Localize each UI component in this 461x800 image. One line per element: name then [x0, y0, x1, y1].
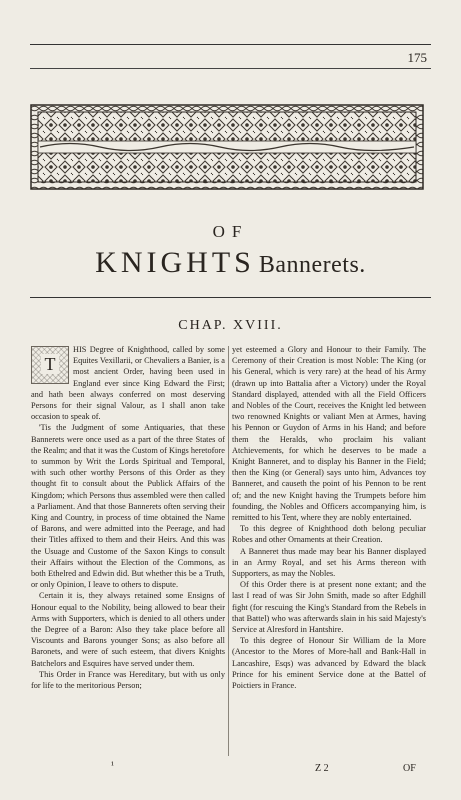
paragraph: To this degree of Knighthood doth belong peculiar Robes and other Ornaments at their Creation.: [232, 524, 426, 545]
title-rule: [30, 297, 431, 298]
left-column: [31, 344, 225, 691]
paragraph: T HIS Degree of Knighthood, called by some Equites Vexillarii, or Chevaliers a Banier, is a most ancient Order, having been used in England ever since King Edward the First; and hath been always conferred on most deserving Persons for their signal Valour, as I shall anon take occasion to speak of.: [31, 345, 225, 422]
paragraph: This Order in France was Hereditary, but with us only for life to the meritorious Person;: [31, 669, 225, 691]
title-prefix: OF: [212, 222, 249, 241]
title-rest: Bannerets.: [258, 252, 366, 278]
page-number: 175: [407, 50, 427, 65]
header-rule: [30, 68, 431, 69]
page-title: [0, 246, 461, 280]
paragraph: A Banneret thus made may bear his Banner displayed in an Army Royal, and set his Arms thereon with Supporters, as may the Nobles.: [232, 546, 426, 579]
headpiece-ornament: [30, 104, 424, 190]
top-rule: [30, 44, 431, 45]
paragraph: 'Tis the Judgment of some Antiquaries, that these Bannerets were once used as a part of the three States of the Realm; and that it was the Custom of Kings heretofore to summon by Writ the Lords Spiritual and Temporal, with such other worthy Persons of this Order as they thought fit to consult about the Publick Affairs of the Kingdom; which Persons thus assembled were then called a Parliament. And that those Bannerets often serving their King and Country, in process of time obtained the Name of Barons, and were admitted into the Peerage, and had their Titles affixed to them and their Heirs. And this was the Usuage and Custome of the Saxon Kings to consult their Affairs without the Election of the Commons, as both Ethelred and Edwin did. But whether this be a Truth, or only Opinion, I leave to others to dispute.: [31, 423, 225, 590]
footer-mark: ¹: [111, 760, 114, 771]
chapter-heading: CHAP. XVIII.: [178, 318, 283, 333]
signature-mark: Z 2: [315, 763, 329, 774]
title-caps: KNIGHTS: [95, 246, 255, 279]
paragraph: Certain it is, they always retained some Ensigns of Honour equal to the Nobility, being allowed to bear their Arms with Supporters, which is denied to all others under the Degree of a Baron: Also they take place before all Viscounts and Barons younger Sons; as also before all Baronets, and were of such esteem, that divers Knights Batchelors and Esquires have served under them.: [31, 591, 225, 668]
paragraph: To this degree of Honour Sir William de la More (Ancestor to the Mores of More-hall and Bank-Hall in Lancashire, Esqs) was advanced by Edward the black Prince for his eminent Service done at the Battel of Poictiers in France.: [232, 636, 426, 691]
column-divider: [228, 346, 229, 756]
drop-cap: T: [31, 346, 69, 384]
catchword: OF: [403, 763, 416, 774]
paragraph: yet esteemed a Glory and Honour to their Family. The Ceremony of their Creation is most Noble: The King (or his General, which is very rare) at the head of his Army (drawn up into Battalia after a Victory) under the Royal Standard displayed, attended with all the Field Officers and Nobles of the Court, receives the Knight led between two renowned Knights or valiant Men at Armes, having his Pennon or Guydon of Arms in his Hand; and before them the Heralds, who proclaim his valiant Atchievements, for which he deserves to be made a Knight Banneret, and to display his Banner in the Field; then the King (or General) says unto him, Advances toy Banneret, and causeth the point of his Pennon to be rent of; and the new Knight having the Trumpets before him founding, the Nobles and Officers accompanying him, is remitted to his Tent, where they are nobly entertained.: [232, 345, 426, 523]
paragraph: Of this Order there is at present none extant; and the last I read of was Sir John Smith, made so after Edghill fight (for rescuing the King's Standard from the Rebels in that Battel) who was afterwards slain in his said Majesty's Service at Alresford in Hantshire.: [232, 580, 426, 635]
right-column: [232, 344, 426, 691]
